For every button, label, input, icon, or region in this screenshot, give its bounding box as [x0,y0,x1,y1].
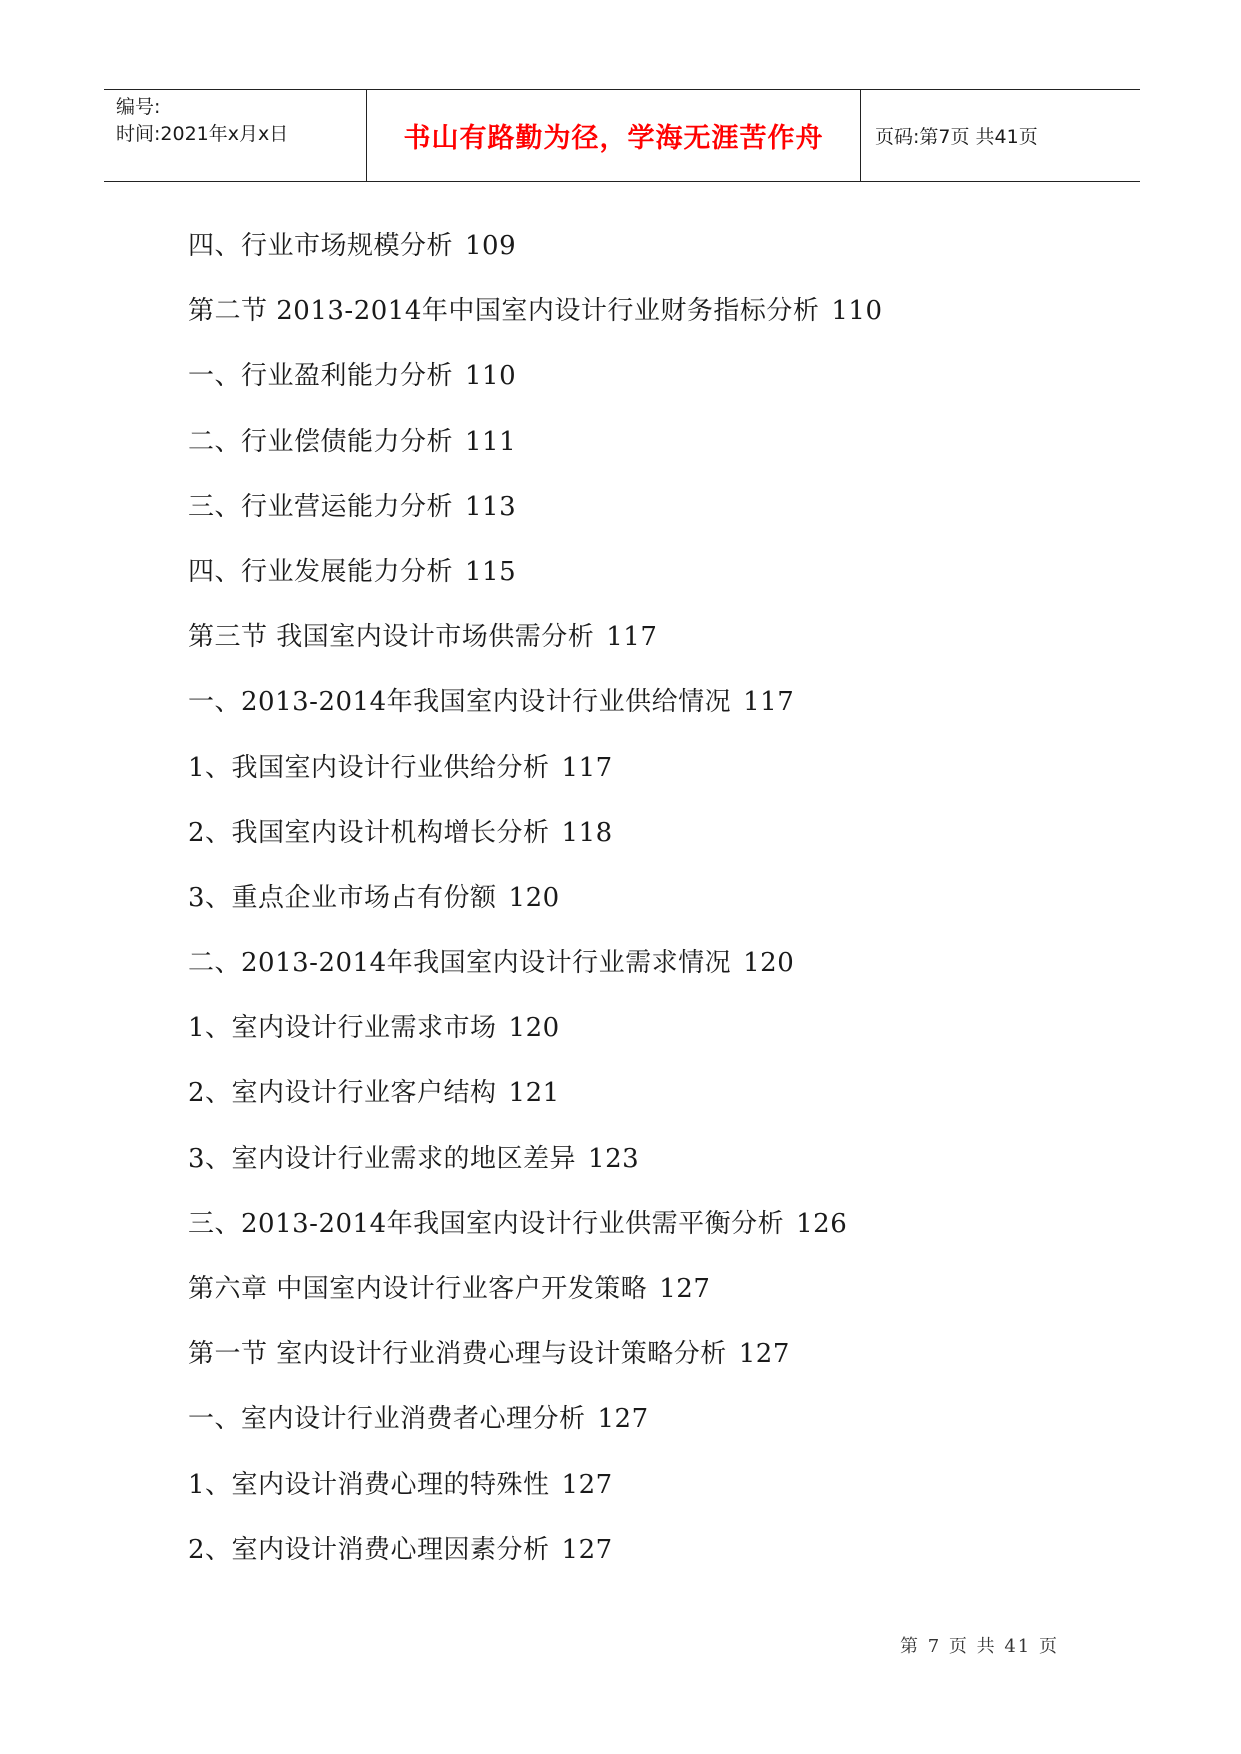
toc-entry-title: 二、行业偿债能力分析 [188,426,454,457]
toc-entry-page: 121 [508,1078,560,1109]
toc-entry-title: 一、2013-2014年我国室内设计行业供给情况 [188,687,732,718]
toc-entry-page: 118 [561,817,613,848]
document-number-label: 编号: [116,96,161,118]
toc-entry [188,931,883,996]
toc-entry-title: 2、室内设计行业客户结构 [188,1078,497,1109]
toc-entry-title: 第三节 我国室内设计市场供需分析 [188,622,595,653]
toc-entry [188,605,883,670]
toc-entry-title: 一、室内设计行业消费者心理分析 [188,1404,586,1435]
toc-entry [188,801,883,866]
header-motto: 书山有路勤为径，学海无涯苦作舟 [403,123,824,154]
toc-entry-page: 127 [561,1469,613,1500]
toc-entry [188,670,883,735]
toc-entry-page: 127 [659,1274,711,1304]
toc-entry-title: 二、2013-2014年我国室内设计行业需求情况 [188,948,732,979]
toc-entry [188,1061,883,1126]
table-of-contents [188,214,883,1583]
toc-entry [188,344,883,409]
header-page-label: 页码:第7页 共41页 [875,126,1038,148]
toc-entry-page: 127 [561,1534,613,1565]
toc-entry-page: 127 [738,1339,790,1370]
toc-entry-page: 117 [743,687,795,718]
toc-entry-title: 三、2013-2014年我国室内设计行业供需平衡分析 [188,1208,785,1239]
toc-entry-page: 127 [597,1404,649,1435]
toc-entry-title: 1、室内设计消费心理的特殊性 [188,1469,550,1500]
toc-entry-title: 1、室内设计行业需求市场 [188,1013,497,1044]
toc-entry-page: 120 [508,882,560,913]
page-footer [900,1632,1059,1658]
toc-entry-title: 3、重点企业市场占有份额 [188,882,497,913]
header-page-info [861,90,1140,181]
toc-entry-page: 113 [465,491,517,522]
toc-entry [188,1387,883,1452]
toc-entry [188,540,883,605]
toc-entry-page: 120 [508,1013,560,1044]
toc-entry-page: 110 [465,361,517,392]
toc-entry-title: 1、我国室内设计行业供给分析 [188,752,550,783]
toc-entry [188,1453,883,1518]
toc-entry [188,736,883,801]
toc-entry-title: 2、室内设计消费心理因素分析 [188,1534,550,1565]
toc-entry-title: 第二节 2013-2014年中国室内设计行业财务指标分析 [188,296,820,327]
toc-entry-title: 四、行业市场规模分析 [188,231,454,261]
toc-entry-page: 110 [831,296,883,327]
toc-entry-title: 四、行业发展能力分析 [188,556,454,587]
toc-entry [188,1127,883,1192]
header-meta [104,90,367,181]
toc-entry-page: 117 [606,622,658,653]
toc-entry-title: 第一节 室内设计行业消费心理与设计策略分析 [188,1339,727,1370]
page-header [104,89,1140,182]
toc-entry-title: 3、室内设计行业需求的地区差异 [188,1143,577,1174]
toc-entry-page: 111 [465,426,517,457]
toc-entry [188,1518,883,1583]
toc-entry-page: 109 [465,231,517,261]
toc-entry-title: 一、行业盈利能力分析 [188,361,454,392]
toc-entry [188,214,883,279]
toc-entry-page: 120 [743,948,795,979]
toc-entry [188,410,883,475]
toc-entry [188,279,883,344]
document-time-label: 时间:2021年x月x日 [116,123,289,145]
toc-entry [188,1192,883,1257]
footer-page-number: 第 7 页 共 41 页 [900,1636,1059,1657]
toc-entry-title: 三、行业营运能力分析 [188,491,454,522]
header-motto-cell [367,90,861,181]
toc-entry-page: 117 [561,752,613,783]
toc-entry [188,475,883,540]
toc-entry [188,996,883,1061]
toc-entry [188,1322,883,1387]
toc-entry-title: 2、我国室内设计机构增长分析 [188,817,550,848]
toc-entry-title: 第六章 中国室内设计行业客户开发策略 [188,1274,648,1304]
toc-entry-page: 115 [465,556,517,587]
toc-entry [188,866,883,931]
toc-entry-page: 126 [796,1208,848,1239]
toc-entry [188,1257,883,1322]
toc-entry-page: 123 [588,1143,640,1174]
